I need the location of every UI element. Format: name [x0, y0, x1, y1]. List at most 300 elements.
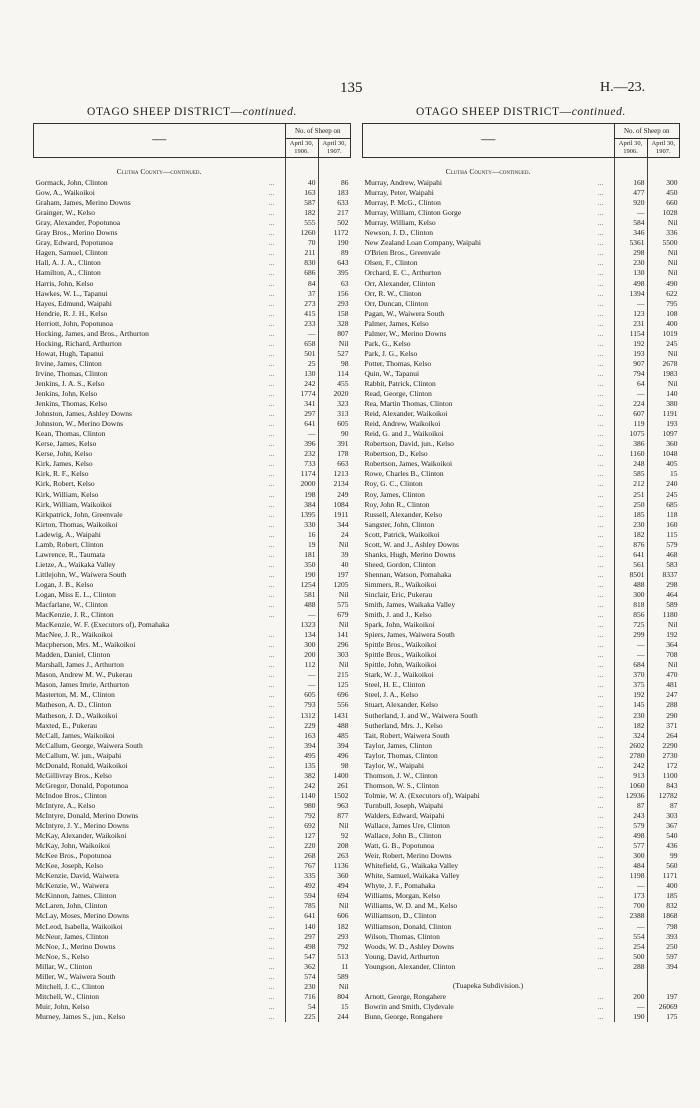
- owner-count-1907: 336: [647, 228, 680, 238]
- owner-count-1907: Nil: [647, 268, 680, 278]
- owner-count-1906: 40: [285, 178, 318, 188]
- owner-name: Masterton, M. M., Clinton: [35, 690, 115, 700]
- owner-count-1906: 231: [614, 319, 647, 329]
- owner-count-1906: 185: [614, 510, 647, 520]
- owner-count-1907: 197: [647, 992, 680, 1002]
- owner-leader: ...: [597, 630, 604, 640]
- owner-count-1907: 597: [647, 952, 680, 962]
- owner-leader: ...: [597, 409, 604, 419]
- table-row: [363, 600, 680, 610]
- owner-name: Rea, Martin Thomas, Clinton: [364, 399, 453, 409]
- table-row: [363, 479, 680, 489]
- owner-count-1906: 641: [614, 550, 647, 560]
- table-row: [363, 660, 680, 670]
- owner-count-1906: 37: [285, 289, 318, 299]
- owner-name: Hendrie, R. J. H., Kelso: [35, 308, 108, 318]
- owner-count-1907: 172: [647, 761, 680, 771]
- owner-count-1907: Nil: [318, 901, 351, 911]
- owner-count-1907: 156: [318, 289, 351, 299]
- right-title: [362, 106, 680, 123]
- table-row: [34, 861, 351, 871]
- owner-leader: ...: [268, 509, 275, 519]
- owner-count-1907: 1983: [647, 369, 680, 379]
- owner-leader: ...: [268, 368, 275, 378]
- owner-count-1906: 297: [285, 409, 318, 419]
- owner-name: Rowe, Charles B., Clinton: [364, 469, 444, 479]
- table-row: [363, 580, 680, 590]
- owner-count-1906: 488: [614, 580, 647, 590]
- owner-name: Marshall, James J., Arthurton: [35, 660, 124, 670]
- owner-count-1907: 436: [647, 841, 680, 851]
- owner-count-1907: 360: [318, 871, 351, 881]
- owner-name: Kerse, John, Kelso: [35, 449, 93, 459]
- owner-leader: ...: [597, 509, 604, 519]
- owner-count-1906: 488: [285, 600, 318, 610]
- owner-name: Rabbit, Patrick, Clinton: [364, 378, 436, 388]
- owner-name: Johnston, W., Merino Downs: [35, 419, 124, 429]
- owner-leader: ...: [597, 891, 604, 901]
- table-row: [363, 178, 680, 188]
- table-row: [363, 791, 680, 801]
- table-row: [34, 359, 351, 369]
- table-row: [34, 801, 351, 811]
- owner-name: McIndoe Bros., Clinton: [35, 790, 107, 800]
- owner-count-1906: 145: [614, 700, 647, 710]
- table-row: [363, 359, 680, 369]
- owner-count-1906: 251: [614, 490, 647, 500]
- owner-leader: ...: [597, 881, 604, 891]
- owner-count-1906: 794: [614, 369, 647, 379]
- owner-name: McNoe, J., Merino Downs: [35, 941, 116, 951]
- owner-count-1906: 224: [614, 399, 647, 409]
- owner-count-1906: 242: [285, 781, 318, 791]
- owner-name: McIntyre, J. Y., Merino Downs: [35, 821, 129, 831]
- owner-leader: ...: [268, 298, 275, 308]
- owner-name: Whitefield, G., Waikaka Valley: [364, 861, 459, 871]
- owner-name: Potter, Thomas, Kelso: [364, 358, 432, 368]
- owner-name: Irvine, James, Clinton: [35, 358, 102, 368]
- owner-name: Matheson, J. D., Waikoikoi: [35, 710, 118, 720]
- owner-count-1907: 400: [647, 881, 680, 891]
- owner-count-1906: 876: [614, 540, 647, 550]
- table-row: [34, 821, 351, 831]
- owner-leader: ...: [597, 750, 604, 760]
- table-row: [363, 500, 680, 510]
- owner-name: Murray, Andrew, Waipahi: [364, 178, 442, 188]
- table-row: [34, 630, 351, 640]
- owner-name: Graham, James, Merino Downs: [35, 198, 131, 208]
- owner-name: Jenkins, Thomas, Kelso: [35, 399, 108, 409]
- owner-count-1906: 641: [285, 911, 318, 921]
- owner-count-1907: 40: [318, 560, 351, 570]
- owner-name: Mason, Andrew M. W., Pukerau: [35, 670, 133, 680]
- owner-leader: ...: [268, 770, 275, 780]
- owner-name: McKinnon, James, Clinton: [35, 891, 117, 901]
- table-row: [34, 449, 351, 459]
- table-row: [363, 1012, 680, 1022]
- owner-leader: ...: [268, 881, 275, 891]
- table-row: [34, 550, 351, 560]
- owner-count-1907: 15: [318, 1002, 351, 1012]
- owner-count-1907: Nil: [318, 590, 351, 600]
- table-row: [34, 721, 351, 731]
- table-row: [363, 369, 680, 379]
- owner-count-1907: 293: [318, 299, 351, 309]
- owner-count-1906: 230: [285, 982, 318, 992]
- owner-leader: ...: [597, 238, 604, 248]
- owner-count-1907: 2730: [647, 751, 680, 761]
- owner-count-1907: 1911: [318, 510, 351, 520]
- table-row: [363, 831, 680, 841]
- owner-name: McGillivray Bros., Kelso: [35, 770, 112, 780]
- owner-count-1907: 605: [318, 419, 351, 429]
- owner-leader: ...: [268, 449, 275, 459]
- owner-name: Matheson, A. D., Clinton: [35, 700, 112, 710]
- owner-count-1907: 660: [647, 198, 680, 208]
- owner-name: Ladewig, A., Waipahi: [35, 529, 101, 539]
- owner-leader: ...: [268, 911, 275, 921]
- owner-name: Wallace, John B., Clinton: [364, 831, 442, 841]
- owner-count-1906: 173: [614, 891, 647, 901]
- owner-count-1907: 115: [647, 530, 680, 540]
- owner-leader: ...: [268, 851, 275, 861]
- owner-count-1906: 298: [614, 248, 647, 258]
- owner-count-1907: 843: [647, 781, 680, 791]
- owner-name: Madden, Daniel, Clinton: [35, 650, 111, 660]
- owner-leader: ...: [268, 338, 275, 348]
- owner-count-1907: 589: [647, 600, 680, 610]
- owner-leader: ...: [268, 630, 275, 640]
- owner-leader: ...: [268, 790, 275, 800]
- table-row: [363, 399, 680, 409]
- owner-leader: ...: [268, 519, 275, 529]
- owner-leader: ...: [268, 469, 275, 479]
- owner-count-1907: 1205: [318, 580, 351, 590]
- owner-count-1907: 215: [318, 670, 351, 680]
- left-name-header: —: [34, 124, 286, 158]
- owner-count-1907: Nil: [318, 540, 351, 550]
- owner-count-1906: 242: [285, 379, 318, 389]
- owner-count-1907: 208: [318, 841, 351, 851]
- owner-name: McKay, John, Waikoikoi: [35, 841, 111, 851]
- right-title-continued: continued.: [571, 106, 626, 118]
- owner-name: Mitchell, J. C., Clinton: [35, 981, 105, 991]
- owner-leader: ...: [597, 620, 604, 630]
- owner-leader: ...: [268, 891, 275, 901]
- owner-count-1906: 8501: [614, 570, 647, 580]
- table-row: [363, 751, 680, 761]
- owner-count-1907: 190: [318, 238, 351, 248]
- left-title-continued: continued.: [242, 106, 297, 118]
- owner-name: Gow, A., Waikoikoi: [35, 188, 95, 198]
- table-row: [34, 279, 351, 289]
- owner-count-1907: 39: [318, 550, 351, 560]
- owner-count-1906: 192: [614, 690, 647, 700]
- owner-leader: ...: [597, 248, 604, 258]
- owner-leader: ...: [597, 389, 604, 399]
- owner-leader: ...: [268, 730, 275, 740]
- right-column: [362, 106, 680, 1022]
- page-number: 135: [340, 80, 363, 96]
- owner-count-1907: 2678: [647, 359, 680, 369]
- owner-count-1906: —: [614, 208, 647, 218]
- owner-name: Quin, W., Tapanui: [364, 368, 420, 378]
- owner-leader: ...: [268, 921, 275, 931]
- owner-count-1907: 293: [318, 932, 351, 942]
- owner-count-1907: 178: [318, 449, 351, 459]
- owner-count-1906: 192: [614, 339, 647, 349]
- owner-leader: ...: [597, 851, 604, 861]
- left-count-header: No. of Sheep on: [285, 124, 351, 139]
- table-row: [34, 911, 351, 921]
- owner-leader: ...: [268, 328, 275, 338]
- owner-count-1906: 500: [614, 952, 647, 962]
- owner-count-1907: 2020: [318, 389, 351, 399]
- table-row: [363, 198, 680, 208]
- owner-count-1906: 198: [285, 490, 318, 500]
- owner-count-1906: 300: [614, 851, 647, 861]
- owner-count-1906: —: [614, 389, 647, 399]
- owner-name: McIntyre, A., Kelso: [35, 800, 96, 810]
- table-row: [363, 721, 680, 731]
- owner-name: Orr, R. W., Clinton: [364, 288, 422, 298]
- owner-count-1906: 299: [614, 630, 647, 640]
- subdivision-heading: (Tuapeka Subdivision.): [452, 980, 524, 990]
- right-title-main: OTAGO SHEEP DISTRICT—: [416, 106, 572, 118]
- owner-count-1907: 1028: [647, 208, 680, 218]
- owner-count-1907: 158: [318, 309, 351, 319]
- owner-name: Hocking, Richard, Arthurton: [35, 338, 122, 348]
- table-row: [34, 660, 351, 670]
- owner-count-1907: 26069: [647, 1002, 680, 1012]
- left-col-1907: April 30, 1907.: [318, 139, 351, 158]
- owner-count-1907: 391: [318, 439, 351, 449]
- owner-count-1906: 684: [614, 660, 647, 670]
- owner-name: Shanks, Hugh, Merino Downs: [364, 549, 456, 559]
- owner-count-1906: 200: [614, 992, 647, 1002]
- table-row: [363, 449, 680, 459]
- owner-count-1907: 5500: [647, 238, 680, 248]
- table-row: [363, 309, 680, 319]
- owner-count-1907: 250: [647, 942, 680, 952]
- table-row: [363, 238, 680, 248]
- owner-name: Hawkes, W. L., Tapanui: [35, 288, 108, 298]
- owner-count-1906: 733: [285, 459, 318, 469]
- owner-leader: ...: [268, 951, 275, 961]
- owner-name: Hall, A. J. A., Clinton: [35, 258, 101, 268]
- owner-count-1906: 547: [285, 952, 318, 962]
- owner-leader: ...: [268, 1001, 275, 1011]
- owner-name: Littlejohn, W., Waiwera South: [35, 569, 127, 579]
- owner-name: Sinclair, Eric, Pukerau: [364, 589, 433, 599]
- owner-count-1907: 313: [318, 409, 351, 419]
- owner-count-1907: 633: [318, 198, 351, 208]
- owner-name: Kerse, James, Kelso: [35, 439, 97, 449]
- owner-leader: ...: [597, 328, 604, 338]
- owner-count-1907: 481: [647, 680, 680, 690]
- owner-leader: ...: [268, 489, 275, 499]
- owner-count-1906: —: [614, 640, 647, 650]
- owner-leader: ...: [597, 519, 604, 529]
- owner-leader: ...: [268, 680, 275, 690]
- table-row: [363, 952, 680, 962]
- owner-leader: [259, 620, 286, 630]
- owner-count-1907: 92: [318, 831, 351, 841]
- owner-count-1907: 15: [647, 469, 680, 479]
- owner-count-1906: 1395: [285, 510, 318, 520]
- table-row: [34, 178, 351, 188]
- owner-leader: ...: [597, 188, 604, 198]
- owner-count-1906: 273: [285, 299, 318, 309]
- owner-count-1907: 160: [647, 520, 680, 530]
- owner-count-1906: 163: [285, 188, 318, 198]
- owner-name: Young, David, Arthurton: [364, 951, 440, 961]
- table-row: [34, 228, 351, 238]
- table-row: [363, 620, 680, 630]
- table-row: [34, 500, 351, 510]
- owner-count-1907: 175: [647, 1012, 680, 1022]
- owner-name: O'Brien Bros., Greenvale: [364, 248, 441, 258]
- owner-count-1907: 360: [647, 439, 680, 449]
- owner-count-1906: 1154: [614, 329, 647, 339]
- owner-count-1907: 527: [318, 349, 351, 359]
- owner-count-1907: 792: [318, 942, 351, 952]
- owner-count-1906: 25: [285, 359, 318, 369]
- owner-count-1907: Nil: [318, 982, 351, 992]
- owner-leader: ...: [597, 338, 604, 348]
- owner-name: Park, G., Kelso: [364, 338, 411, 348]
- owner-name: Hagen, Samuel, Clinton: [35, 248, 108, 258]
- left-title-main: OTAGO SHEEP DISTRICT—: [87, 106, 243, 118]
- table-row: [34, 520, 351, 530]
- owner-count-1907: 8337: [647, 570, 680, 580]
- owner-name: Robertson, James, Waikoikoi: [364, 459, 453, 469]
- owner-count-1907: 245: [647, 339, 680, 349]
- owner-count-1907: 804: [318, 992, 351, 1002]
- owner-leader: ...: [268, 700, 275, 710]
- owner-leader: ...: [268, 600, 275, 610]
- table-row: [363, 379, 680, 389]
- owner-leader: ...: [597, 449, 604, 459]
- table-row: [34, 992, 351, 1002]
- owner-count-1907: 488: [318, 721, 351, 731]
- owner-name: Taylor, W., Waipahi: [364, 760, 424, 770]
- owner-leader: ...: [597, 368, 604, 378]
- owner-count-1906: 200: [285, 650, 318, 660]
- owner-leader: ...: [268, 750, 275, 760]
- owner-count-1907: 485: [318, 731, 351, 741]
- owner-name: Logan, J. B., Kelso: [35, 579, 94, 589]
- table-row: [34, 731, 351, 741]
- table-row: [363, 690, 680, 700]
- owner-leader: ...: [597, 861, 604, 871]
- owner-count-1907: 579: [647, 540, 680, 550]
- page-reference: H.—23.: [600, 80, 646, 95]
- table-row: [363, 329, 680, 339]
- owner-leader: ...: [268, 690, 275, 700]
- owner-leader: ...: [597, 600, 604, 610]
- owner-name: Reid, G. and J., Waikoikoi: [364, 429, 444, 439]
- owner-count-1907: 185: [647, 891, 680, 901]
- owner-leader: ...: [268, 178, 275, 188]
- owner-count-1906: 16: [285, 530, 318, 540]
- owner-count-1907: 1171: [647, 871, 680, 881]
- owner-count-1906: 716: [285, 992, 318, 1002]
- owner-leader: ...: [597, 198, 604, 208]
- owner-count-1906: 394: [285, 741, 318, 751]
- owner-count-1907: 1502: [318, 791, 351, 801]
- table-row: [363, 942, 680, 952]
- owner-count-1907: 798: [647, 922, 680, 932]
- owner-leader: ...: [597, 821, 604, 831]
- owner-leader: ...: [268, 358, 275, 368]
- owner-count-1906: 692: [285, 821, 318, 831]
- table-row: [363, 389, 680, 399]
- owner-count-1906: 830: [285, 258, 318, 268]
- table-row: [34, 640, 351, 650]
- owner-count-1906: 168: [614, 178, 647, 188]
- owner-count-1907: 470: [647, 670, 680, 680]
- owner-count-1906: 2780: [614, 751, 647, 761]
- owner-count-1906: 477: [614, 188, 647, 198]
- owner-name: Jenkins, John, Kelso: [35, 389, 98, 399]
- owner-count-1907: 24: [318, 530, 351, 540]
- owner-count-1907: 622: [647, 289, 680, 299]
- owner-count-1907: 141: [318, 630, 351, 640]
- owner-count-1906: 785: [285, 901, 318, 911]
- owner-count-1906: 793: [285, 700, 318, 710]
- owner-count-1907: Nil: [318, 821, 351, 831]
- owner-leader: ...: [268, 640, 275, 650]
- owner-count-1906: 1160: [614, 449, 647, 459]
- table-row: [34, 871, 351, 881]
- table-row: [34, 851, 351, 861]
- table-row: [34, 620, 351, 630]
- owner-name: Harris, John, Kelso: [35, 278, 94, 288]
- owner-count-1906: 792: [285, 811, 318, 821]
- table-row: [363, 570, 680, 580]
- owner-leader: ...: [268, 529, 275, 539]
- owner-name: Shennan, Watson, Pomahaka: [364, 569, 452, 579]
- owner-count-1907: 400: [647, 319, 680, 329]
- table-row: [363, 861, 680, 871]
- owner-count-1907: 464: [647, 590, 680, 600]
- left-col-1906: April 30, 1906.: [285, 139, 318, 158]
- owner-count-1906: 1174: [285, 469, 318, 479]
- owner-count-1907: 12782: [647, 791, 680, 801]
- owner-count-1906: —: [285, 429, 318, 439]
- owner-count-1906: 64: [614, 379, 647, 389]
- owner-name: Murray, P. McG., Clinton: [364, 198, 441, 208]
- owner-count-1907: 643: [318, 258, 351, 268]
- owner-count-1907: 455: [318, 379, 351, 389]
- owner-count-1906: 658: [285, 339, 318, 349]
- table-row: [363, 922, 680, 932]
- owner-count-1906: 12936: [614, 791, 647, 801]
- owner-count-1906: 1394: [614, 289, 647, 299]
- owner-count-1906: 1254: [285, 580, 318, 590]
- owner-count-1906: 341: [285, 399, 318, 409]
- owner-leader: ...: [597, 901, 604, 911]
- table-row: [363, 520, 680, 530]
- owner-count-1906: 767: [285, 861, 318, 871]
- owner-count-1906: 330: [285, 520, 318, 530]
- owner-count-1906: 913: [614, 771, 647, 781]
- owner-name: Pagan, W., Waiwera South: [364, 308, 445, 318]
- owner-count-1907: 99: [647, 851, 680, 861]
- owner-count-1906: 818: [614, 600, 647, 610]
- owner-name: Irvine, Thomas, Clinton: [35, 368, 108, 378]
